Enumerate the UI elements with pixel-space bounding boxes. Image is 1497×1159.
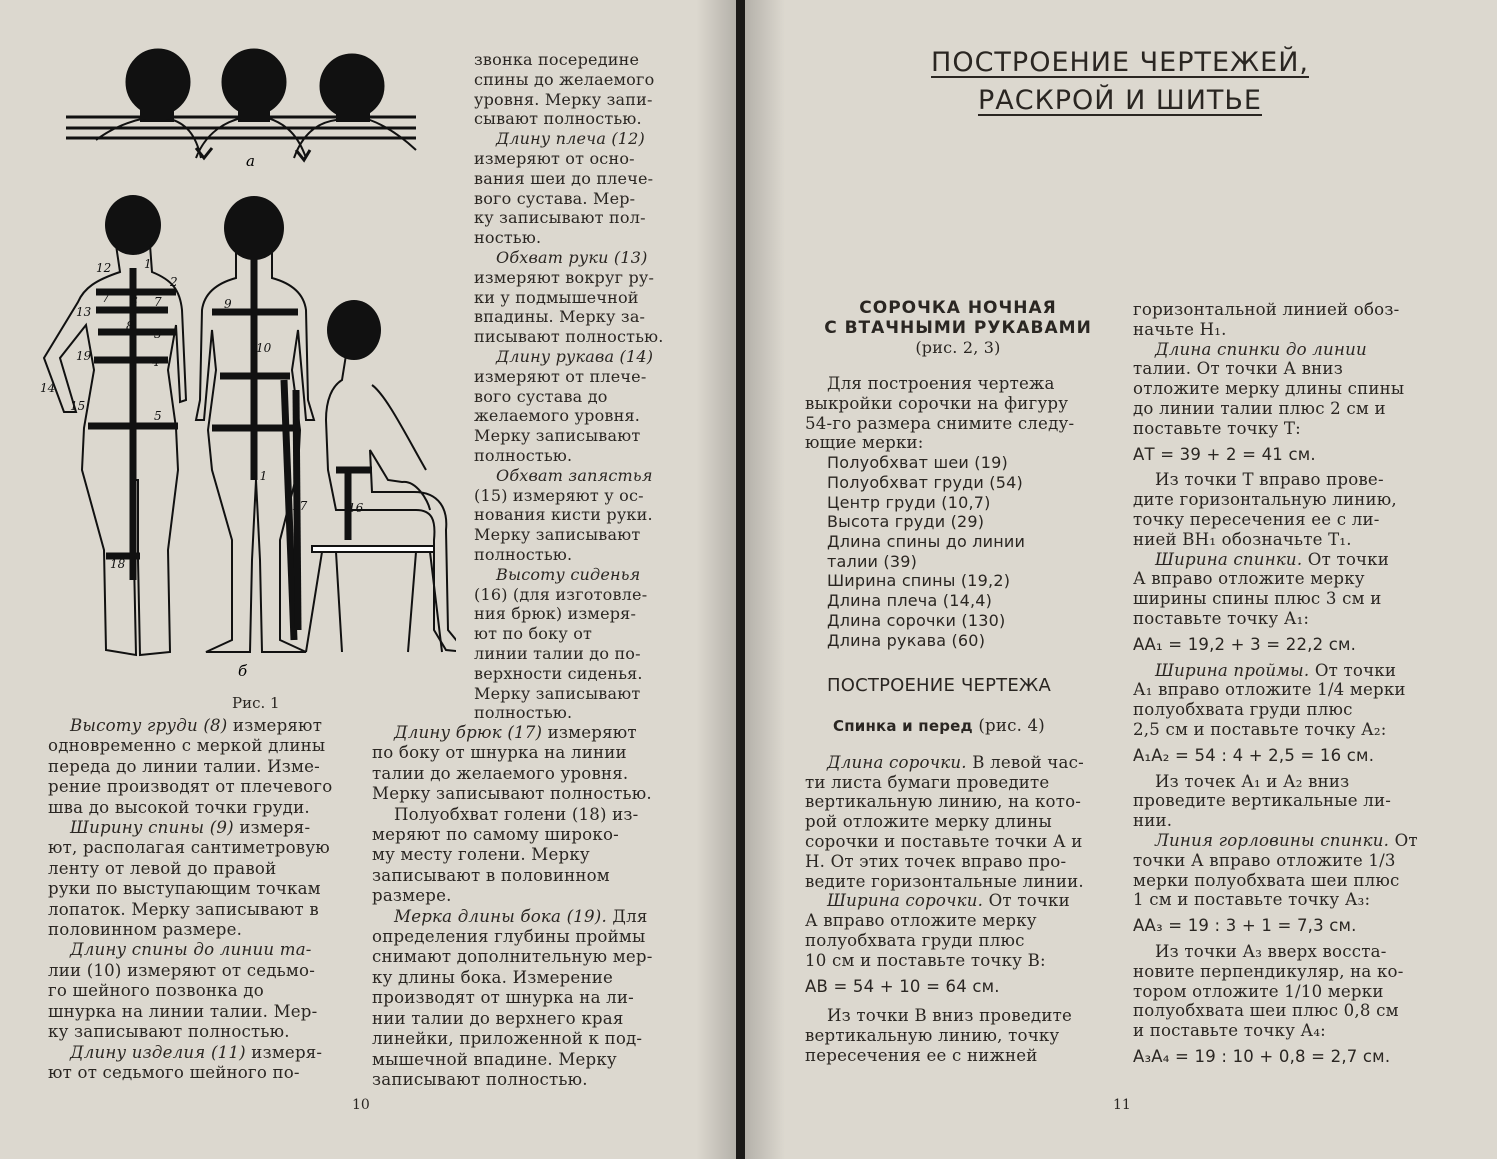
text-line — [372, 805, 676, 825]
text-line: записывают полностью. — [372, 1069, 588, 1089]
italic-term: Длина спинки до линии — [1155, 339, 1367, 359]
marker-10: 10 — [256, 341, 272, 355]
text-line: спины до желаемого — [474, 69, 655, 89]
text-line: измеряют от плече- — [474, 366, 647, 386]
text-line — [805, 891, 1111, 911]
text-line: одновременно с меркой длины — [48, 736, 326, 756]
paragraph — [1133, 661, 1439, 740]
figure-label-b: б — [238, 662, 248, 680]
text-line: полуобхвата груди плюс — [805, 930, 1025, 950]
text-line: А вправо отложите мерку — [805, 911, 1037, 931]
text-line: половинном размере. — [48, 920, 243, 940]
marker-12: 12 — [96, 261, 112, 275]
text-line: талии. От точки А вниз — [1133, 359, 1343, 379]
text-line: верхности сиденья. — [474, 663, 643, 683]
text-line: 10 см и поставьте точку В: — [805, 950, 1046, 970]
italic-term: Обхват руки (13) — [496, 247, 648, 267]
right-page-column-1 — [805, 298, 1111, 1066]
text-line — [1133, 661, 1439, 681]
formula: АА₁ = 19,2 + 3 = 22,2 см. — [1133, 634, 1357, 654]
text-line: рение производят от плечевого — [48, 777, 333, 797]
text-line — [474, 565, 680, 585]
italic-term: Длину изделия (11) — [70, 1042, 246, 1062]
text-line: Из точки А₃ вверх восста- — [1155, 941, 1387, 961]
marker-16: 16 — [348, 501, 364, 515]
text-line: ти листа бумаги проведите — [805, 772, 1050, 792]
text-fragment: В левой час- — [966, 752, 1084, 772]
marker-9: 9 — [224, 297, 232, 311]
text-fragment: От — [1389, 830, 1418, 850]
marker-15: 15 — [70, 399, 86, 413]
text-line: сывают полностью. — [474, 109, 642, 129]
text-line: писывают полностью. — [474, 327, 664, 347]
text-line: мышечной впадине. Мерку — [372, 1049, 617, 1069]
text-line: нии талии до верхнего края — [372, 1008, 624, 1028]
text-line — [48, 818, 350, 838]
text-line: шва до высокой точки груди. — [48, 797, 310, 817]
left-page — [0, 0, 736, 1159]
text-line: ют от седьмого шейного по- — [48, 1062, 300, 1082]
marker-7-left: 7 — [102, 291, 110, 305]
text-line: определения глубины проймы — [372, 927, 646, 947]
text-line: вертикальную линию, на кото- — [805, 792, 1082, 812]
text-line: (15) измеряют у ос- — [474, 485, 644, 505]
text-line: начьте Н₁. — [1133, 319, 1227, 339]
text-line: Полуобхват груди (54) — [827, 472, 1023, 492]
figure-1a-heads — [126, 49, 384, 122]
text-line: переда до линии талии. Изме- — [48, 756, 320, 776]
text-line: Длина спины до линии — [827, 532, 1026, 551]
marker-7: 7 — [154, 295, 162, 309]
chapter-title — [895, 44, 1345, 120]
text-line — [805, 753, 1111, 773]
text-line: отложите мерку длины спины — [1133, 379, 1405, 399]
text-line: измеряют вокруг ру- — [474, 267, 655, 287]
italic-term: Длину спины до линии та- — [70, 940, 312, 960]
column-1-body — [805, 753, 1111, 1066]
marker-11: 11 — [252, 469, 268, 483]
text-line: выкройки сорочки на фигуру — [805, 393, 1069, 413]
paragraph — [48, 716, 350, 818]
paragraph — [1133, 550, 1439, 629]
page-number-left: 10 — [352, 1097, 370, 1113]
formula: АВ = 54 + 10 = 64 см. — [805, 976, 1000, 996]
text-line: шнурка на линии талии. Мер- — [48, 1001, 318, 1021]
paragraph — [474, 248, 680, 347]
paragraph — [805, 891, 1111, 970]
text-fragment: Для — [606, 906, 648, 926]
paragraph — [474, 50, 680, 129]
marker-13: 13 — [76, 305, 92, 319]
text-line: ведите горизонтальные линии. — [805, 871, 1084, 891]
text-line — [48, 940, 350, 960]
text-line — [48, 1043, 350, 1063]
text-line: Длина плеча (14,4) — [827, 591, 993, 611]
text-line: Из точки В вниз проведите — [827, 1006, 1073, 1026]
text-line: производят от шнурка на ли- — [372, 988, 634, 1008]
text-line: талии (39) — [827, 551, 918, 571]
figure-marker-labels — [40, 257, 364, 571]
measurement-list — [827, 453, 1111, 650]
text-line: пересечения ее с нижней — [805, 1045, 1038, 1065]
text-line: ющие мерки: — [805, 433, 924, 453]
formula: А₃А₄ = 19 : 10 + 0,8 = 2,7 см. — [1133, 1046, 1391, 1066]
text-line: 54-го размера снимите следу- — [805, 413, 1075, 433]
section-heading: ПОСТРОЕНИЕ ЧЕРТЕЖА — [827, 675, 1051, 697]
text-fragment: измеряют — [227, 716, 323, 735]
text-line: уровня. Мерку запи- — [474, 89, 653, 109]
italic-term: Ширина спинки. — [1155, 549, 1303, 569]
italic-term: Длину рукава (14) — [496, 346, 654, 366]
text-fragment: звонка посередине — [474, 50, 640, 69]
text-line: (16) (для изготовле- — [474, 584, 648, 604]
right-page — [745, 0, 1497, 1159]
text-line — [1133, 831, 1439, 851]
text-line: Мерку записывают — [474, 525, 641, 545]
chapter-title-line-2: РАСКРОЙ И ШИТЬЕ — [977, 85, 1262, 116]
text-line: ют, располагая сантиметровую — [48, 838, 330, 858]
text-line: го шейного позвонка до — [48, 981, 264, 1001]
paragraph — [48, 818, 350, 940]
text-line — [372, 907, 676, 927]
text-line: Длина сорочки (130) — [827, 610, 1006, 630]
text-line: ния брюк) измеря- — [474, 604, 637, 624]
italic-term: Высоту сиденья — [496, 564, 641, 584]
text-line: желаемого уровня. — [474, 406, 641, 426]
text-line: ностью. — [474, 228, 542, 248]
text-line: руки по выступающим точкам — [48, 879, 321, 899]
italic-term: Линия горловины спинки. — [1155, 830, 1390, 850]
paragraph — [372, 805, 676, 907]
paragraph — [372, 723, 676, 805]
text-line: 2,5 см и поставьте точку А₂: — [1133, 719, 1387, 739]
right-page-column-2 — [1133, 300, 1439, 1073]
text-line: точки А вправо отложите 1/3 — [1133, 850, 1396, 870]
spine-shadow — [696, 0, 736, 1159]
marker-17: 17 — [292, 499, 308, 513]
text-line: му месту голени. Мерку — [372, 845, 590, 865]
text-line: Из точек А₁ и А₂ вниз — [1155, 771, 1350, 791]
subsection-title: Спинка и перед — [833, 717, 973, 736]
text-fragment: измеря- — [233, 818, 311, 838]
marker-6: 6 — [130, 295, 138, 309]
formula: АА₃ = 19 : 3 + 1 = 7,3 см. — [1133, 916, 1357, 936]
text-fragment: От точки — [983, 891, 1070, 911]
text-line: записывают в половинном — [372, 865, 610, 885]
text-line: Мерку записывают полностью. — [372, 784, 652, 804]
left-page-column-right-bottom — [372, 723, 676, 1090]
text-line — [474, 347, 680, 367]
text-line: по боку от шнурка на линии — [372, 743, 627, 763]
paragraph — [48, 940, 350, 1042]
marker-1: 1 — [144, 257, 152, 271]
text-line: до линии талии плюс 2 см и — [1133, 398, 1386, 418]
paragraph — [474, 466, 680, 565]
subsection-ref: (рис. 4) — [972, 716, 1045, 736]
text-line: ленту от левой до правой — [48, 858, 277, 878]
text-line: полуобхвата шеи плюс 0,8 см — [1133, 1001, 1399, 1021]
paragraph — [1133, 831, 1439, 910]
text-line: сорочки и поставьте точки А и — [805, 832, 1083, 851]
figure-label-a: а — [246, 152, 255, 170]
italic-term: Обхват запястья — [496, 465, 653, 485]
text-line: вания шеи до плече- — [474, 168, 654, 188]
marker-14: 14 — [40, 381, 56, 395]
italic-term: Мерка длины бока (19). — [394, 906, 607, 926]
text-line: ку записывают полностью. — [48, 1022, 290, 1042]
text-line: нией ВН₁ обозначьте Т₁. — [1133, 529, 1352, 549]
text-line: А₁ вправо отложите 1/4 мерки — [1133, 680, 1406, 700]
text-line: ют по боку от — [474, 624, 593, 644]
text-line: полностью. — [474, 544, 573, 564]
text-line: полуобхвата груди плюс — [1133, 700, 1353, 720]
intro-paragraph — [805, 374, 1111, 453]
text-line: ку длины бока. Измерение — [372, 967, 613, 987]
text-line: линии талии до по- — [474, 643, 641, 663]
text-fragment: От точки — [1302, 549, 1390, 569]
left-page-column-left — [48, 716, 350, 1083]
text-line: размере. — [372, 886, 452, 906]
marker-2: 2 — [170, 275, 178, 289]
text-fragment: От точки — [1309, 660, 1397, 680]
text-line: поставьте точку А₁: — [1133, 608, 1310, 628]
text-line: вого сустава. Мер- — [474, 188, 636, 208]
text-line: рой отложите мерку длины — [805, 812, 1052, 832]
text-line: и поставьте точку А₄: — [1133, 1021, 1326, 1041]
italic-term: Ширину спины (9) — [70, 818, 234, 838]
text-line: вертикальную линию, точку — [805, 1026, 1060, 1046]
text-line: меряют по самому широко- — [372, 825, 619, 845]
paragraph — [474, 129, 680, 248]
text-line: талии до желаемого уровня. — [372, 763, 629, 783]
paragraph — [474, 565, 680, 723]
left-page-column-right-top — [474, 50, 680, 723]
text-line: нования кисти руки. — [474, 505, 653, 525]
figure-1 — [36, 40, 456, 680]
text-line — [474, 129, 680, 149]
marker-5: 5 — [154, 409, 162, 423]
figure-caption: Рис. 1 — [232, 694, 280, 712]
marker-8: 8 — [126, 319, 134, 333]
article-heading-ref: (рис. 2, 3) — [915, 338, 1001, 357]
text-line: впадины. Мерку за- — [474, 307, 646, 327]
text-line: измеряют от осно- — [474, 148, 635, 168]
text-line: горизонтальной линией обоз- — [1133, 300, 1400, 319]
chapter-title-line-1: ПОСТРОЕНИЕ ЧЕРТЕЖЕЙ, — [931, 47, 1309, 78]
text-line: проведите вертикальные ли- — [1133, 791, 1392, 811]
text-line: полностью. — [474, 445, 573, 465]
text-line: линейки, приложенной к под- — [372, 1029, 643, 1049]
formula: А₁А₂ = 54 : 4 + 2,5 = 16 см. — [1133, 745, 1375, 765]
text-line — [474, 466, 680, 486]
text-line: Мерку записывают — [474, 426, 641, 446]
italic-term: Длину брюк (17) — [394, 723, 543, 742]
text-line — [372, 723, 676, 743]
paragraph — [805, 753, 1111, 892]
subsection-heading — [833, 716, 1111, 737]
text-line: Высота груди (29) — [827, 512, 985, 532]
text-fragment: измеряют — [542, 723, 637, 742]
text-line — [1133, 340, 1439, 360]
paragraph — [48, 1043, 350, 1084]
text-line — [474, 50, 680, 70]
text-line: Полуобхват шеи (19) — [827, 453, 1008, 473]
text-line: тором отложите 1/10 мерки — [1133, 981, 1384, 1001]
page-number-right: 11 — [1113, 1097, 1131, 1113]
text-line: Центр груди (10,7) — [827, 492, 991, 512]
marker-4: 4 — [152, 355, 160, 369]
text-line: Н. От этих точек вправо про- — [805, 851, 1067, 871]
text-fragment: Полуобхват голени (18) из- — [394, 804, 639, 824]
spine-shadow — [745, 0, 785, 1159]
text-line: нии. — [1133, 811, 1173, 831]
text-line: вого сустава до — [474, 386, 608, 406]
article-heading-1: СОРОЧКА НОЧНАЯ — [859, 298, 1057, 318]
text-line: Ширина спины (19,2) — [827, 571, 1011, 591]
paragraph — [474, 347, 680, 466]
italic-term: Высоту груди (8) — [70, 716, 228, 735]
formula: АТ = 39 + 2 = 41 см. — [1133, 444, 1316, 464]
text-line: полностью. — [474, 703, 573, 723]
italic-term: Длину плеча (12) — [496, 129, 645, 149]
italic-term: Ширина проймы. — [1155, 660, 1310, 680]
text-line: Из точки Т вправо прове- — [1155, 470, 1384, 490]
text-line: лопаток. Мерку записывают в — [48, 899, 319, 919]
text-line: дите горизонтальную линию, — [1133, 490, 1397, 510]
text-line — [1133, 550, 1439, 570]
text-line: мерки полуобхвата шеи плюс — [1133, 870, 1400, 890]
text-fragment: измеря- — [245, 1042, 323, 1062]
paragraph — [1133, 340, 1439, 439]
marker-3: 3 — [154, 327, 162, 341]
text-line: Мерку записывают — [474, 683, 641, 703]
text-line: точку пересечения ее с ли- — [1133, 509, 1380, 529]
marker-19: 19 — [76, 349, 92, 363]
article-heading-2: С ВТАЧНЫМИ РУКАВАМИ — [824, 318, 1092, 338]
italic-term: Длина сорочки. — [827, 752, 967, 772]
text-line: А вправо отложите мерку — [1133, 569, 1365, 589]
marker-18: 18 — [110, 557, 126, 571]
text-line: ку записывают пол- — [474, 208, 646, 228]
italic-term: Ширина сорочки. — [827, 891, 984, 911]
text-line: поставьте точку Т: — [1133, 418, 1301, 438]
text-line: 1 см и поставьте точку А₃: — [1133, 890, 1371, 910]
text-line: ширины спины плюс 3 см и — [1133, 589, 1382, 609]
text-line: ки у подмышечной — [474, 287, 639, 307]
text-line — [48, 716, 350, 736]
text-line: снимают дополнительную мер- — [372, 947, 653, 967]
text-line: Для построения чертежа — [827, 374, 1055, 393]
paragraph — [372, 907, 676, 1091]
text-line — [474, 248, 680, 268]
text-line: лии (10) измеряют от седьмо- — [48, 960, 316, 980]
text-line: Длина рукава (60) — [827, 630, 986, 650]
text-line: новите перпендикуляр, на ко- — [1133, 961, 1404, 981]
